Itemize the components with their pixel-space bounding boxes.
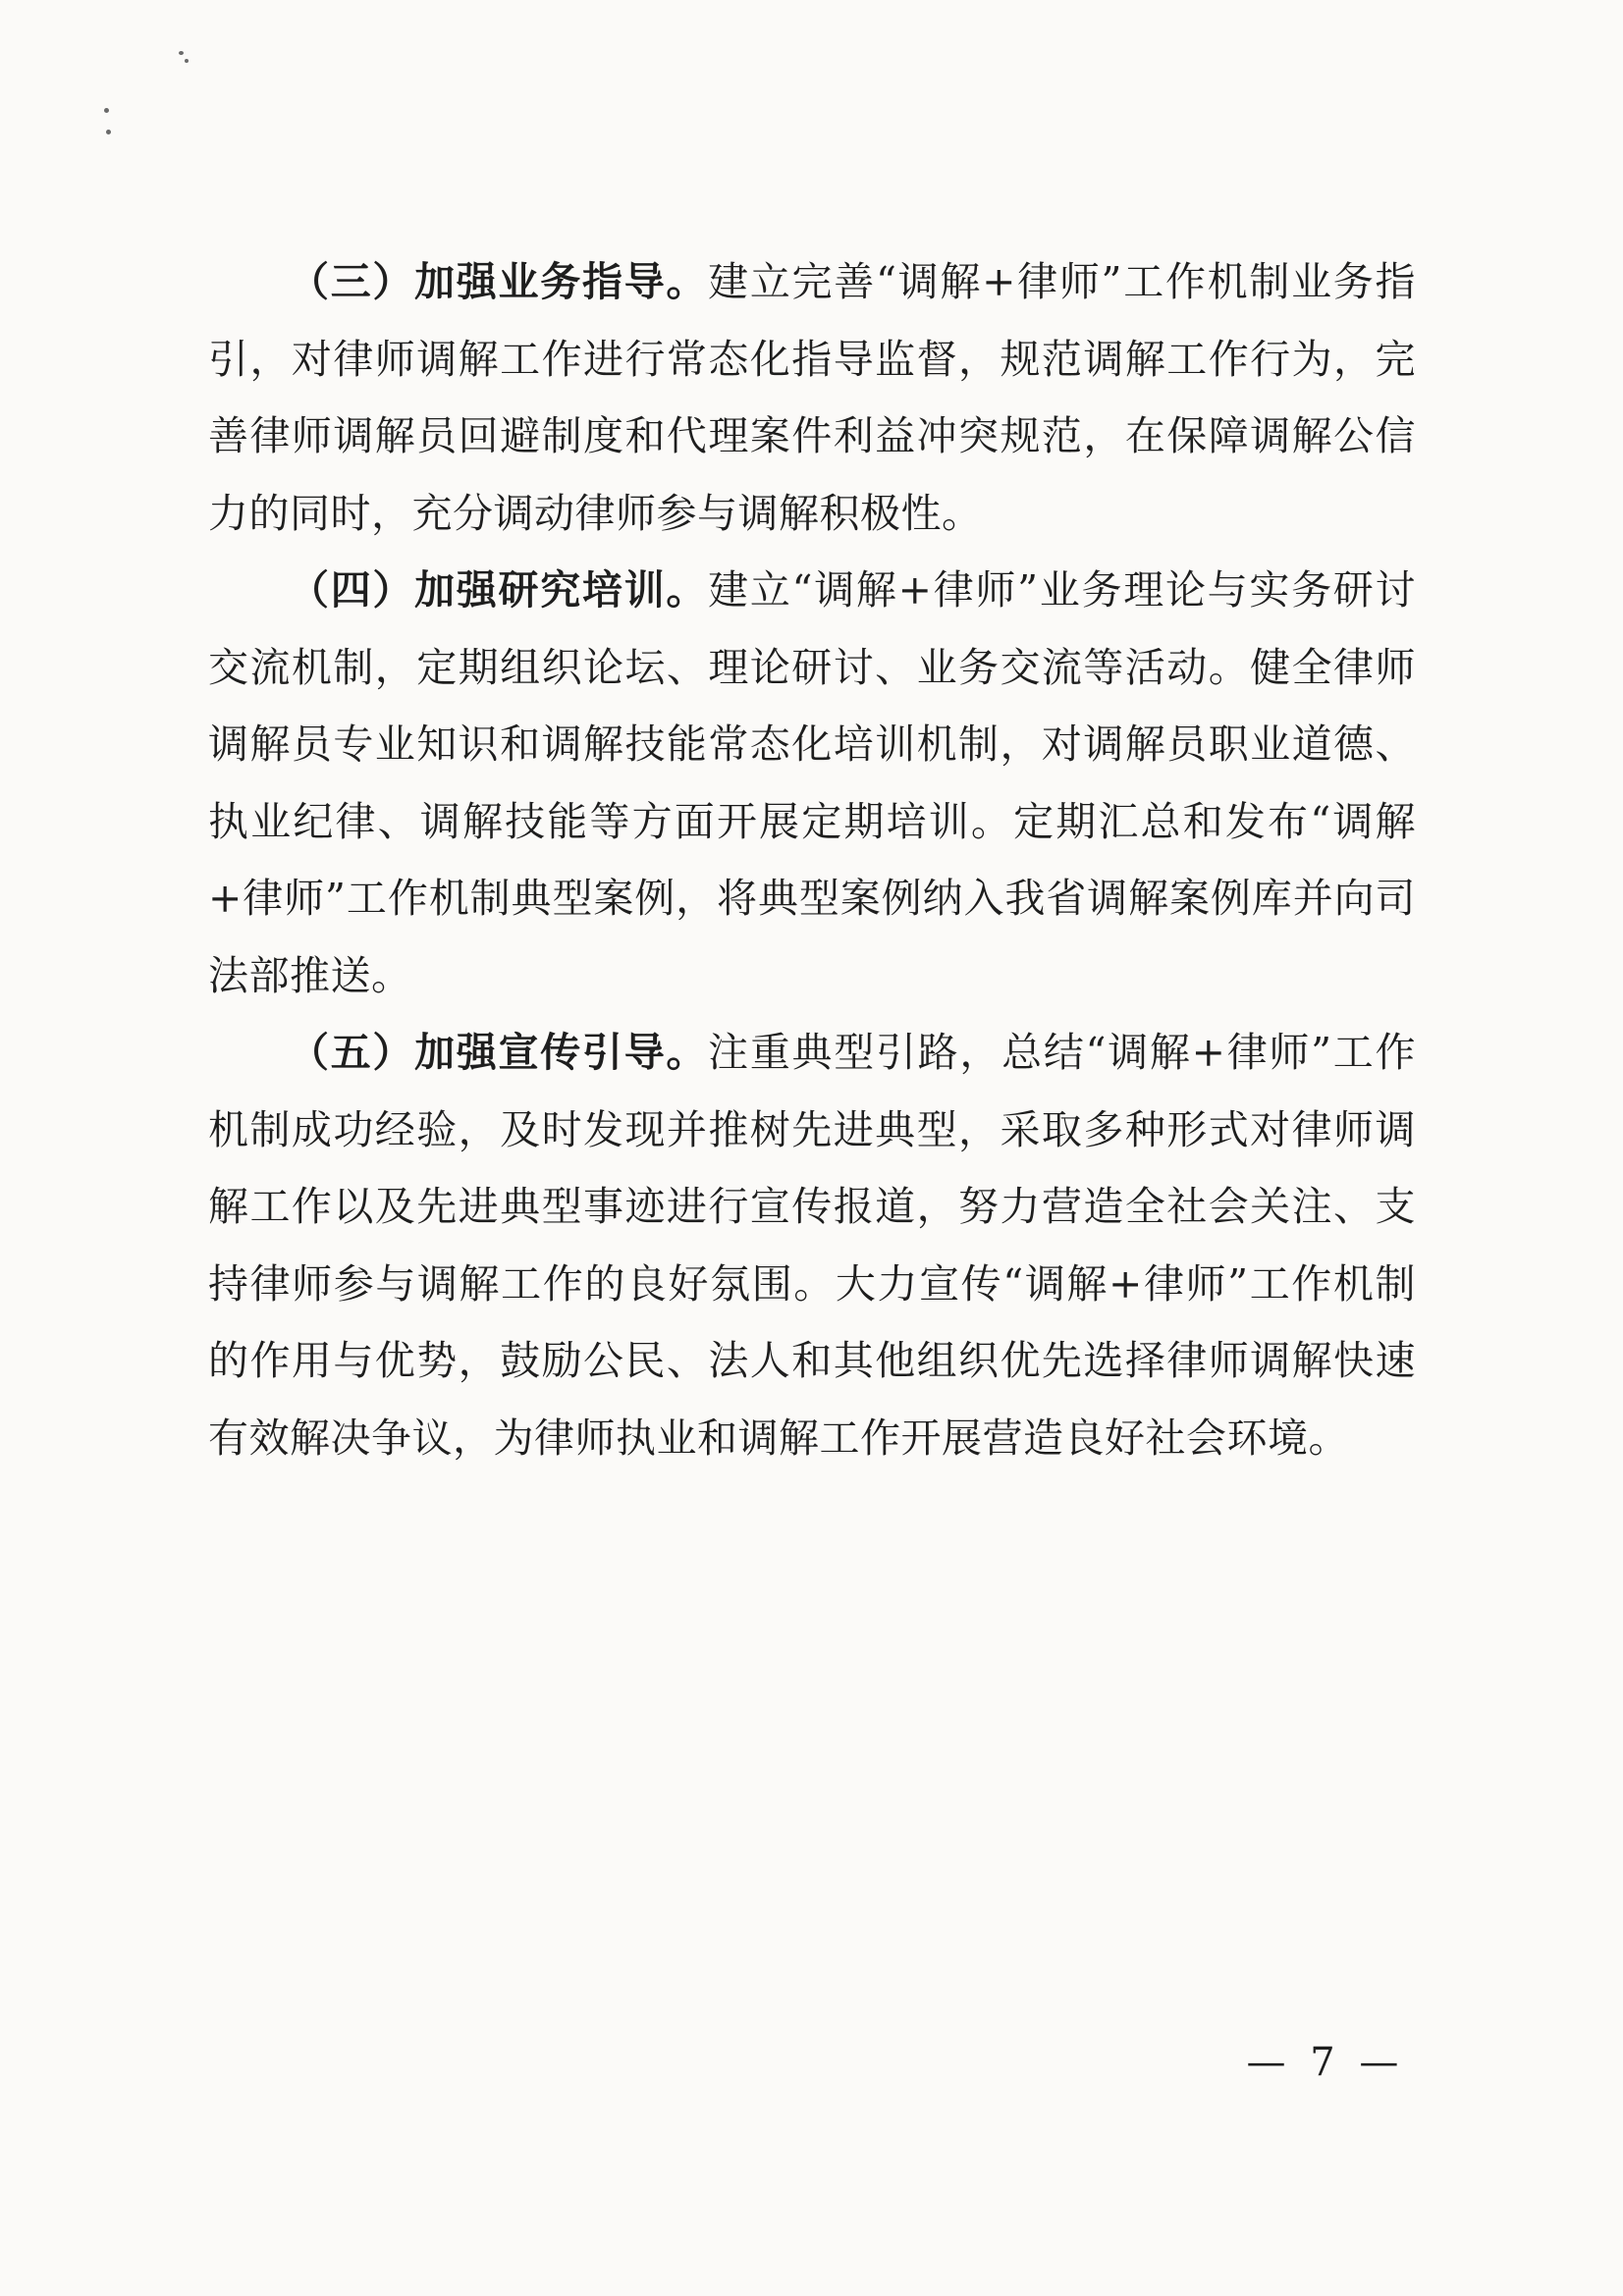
paragraph-text: 建立完善“调解+律师”工作机制业务指引，对律师调解工作进行常态化指导监督，规范调解工作行为，完善律师调解员回避制度和代理案件利益冲突规范，在保障调解公信力的同时，充分调动律师参与调解积极性。 xyxy=(208,258,1416,537)
paragraph-research-training xyxy=(208,552,1416,1014)
paragraph-text: 建立“调解+律师”业务理论与实务研讨交流机制，定期组织论坛、理论研讨、业务交流等活动。健全律师调解员专业知识和调解技能常态化培训机制，对调解员职业道德、执业纪律、调解技能等方面开展定期培训。定期汇总和发布“调解+律师”工作机制典型案例，将典型案例纳入我省调解案例库并向司法部推送。 xyxy=(208,566,1416,999)
paragraph-heading: （五）加强宣传引导。 xyxy=(289,1029,709,1076)
paragraph-publicity-guidance xyxy=(208,1014,1416,1476)
scan-speck xyxy=(106,130,111,134)
scan-speck xyxy=(185,59,189,63)
scan-speck xyxy=(104,108,109,113)
paragraph-heading: （三）加强业务指导。 xyxy=(289,258,709,305)
paragraph-business-guidance xyxy=(208,243,1416,552)
page-number: — 7 — xyxy=(1246,2040,1405,2085)
document-body xyxy=(208,243,1416,1476)
scan-speck xyxy=(179,51,184,55)
paragraph-text: 注重典型引路，总结“调解+律师”工作机制成功经验，及时发现并推树先进典型，采取多种形式对律师调解工作以及先进典型事迹进行宣传报道，努力营造全社会关注、支持律师参与调解工作的良好氛围。大力宣传“调解+律师”工作机制的作用与优势，鼓励公民、法人和其他组织优先选择律师调解快速有效解决争议，为律师执业和调解工作开展营造良好社会环境。 xyxy=(208,1029,1416,1462)
paragraph-heading: （四）加强研究培训。 xyxy=(289,566,709,614)
